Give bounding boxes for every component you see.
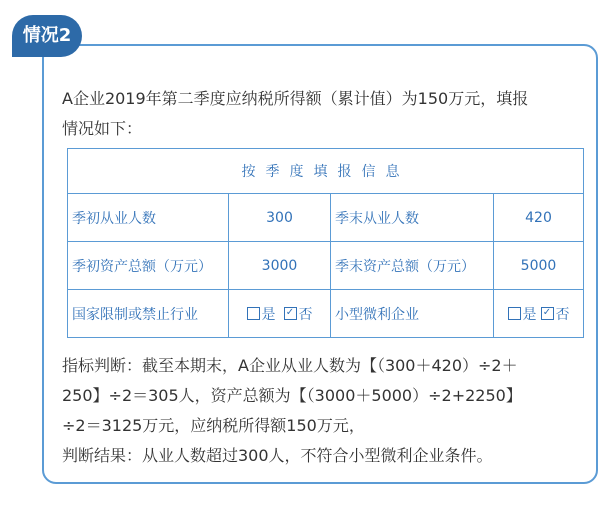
value-start-assets: 3000 (229, 242, 331, 290)
label-end-assets: 季末资产总额（万元） (331, 242, 494, 290)
judgement-line-1: 指标判断：截至本期末，A企业从业人数为【（300＋420）÷2＋ (62, 356, 518, 375)
label-start-employees: 季初从业人数 (68, 194, 229, 242)
restricted-yes-label: 是 (261, 306, 276, 323)
small-micro-options (494, 290, 584, 338)
intro-text (62, 84, 592, 144)
judgement-line-3: ÷2＝3125万元，应纳税所得额150万元， (62, 416, 365, 435)
restricted-no-checkbox[interactable]: ✓ (284, 307, 297, 320)
value-end-employees: 420 (494, 194, 584, 242)
small-micro-no-checkbox[interactable]: ✓ (541, 307, 554, 320)
table-row (68, 290, 584, 338)
restricted-yes-checkbox[interactable] (247, 307, 260, 320)
small-micro-no-label: 否 (555, 306, 570, 323)
label-end-employees: 季末从业人数 (331, 194, 494, 242)
quarterly-info-table (67, 148, 584, 338)
value-start-employees: 300 (229, 194, 331, 242)
value-end-assets: 5000 (494, 242, 584, 290)
judgement-text (62, 351, 592, 471)
small-micro-yes-label: 是 (522, 306, 537, 323)
label-start-assets: 季初资产总额（万元） (68, 242, 229, 290)
restricted-industry-options (229, 290, 331, 338)
case-badge: 情况2 (12, 15, 82, 57)
restricted-no-label: 否 (298, 306, 313, 323)
table-header: 按季度填报信息 (68, 149, 584, 194)
judgement-line-2: 250】÷2＝305人，资产总额为【（3000＋5000）÷2+2250】 (62, 386, 522, 405)
label-restricted-industry: 国家限制或禁止行业 (68, 290, 229, 338)
judgement-line-4: 判断结果：从业人数超过300人，不符合小型微利企业条件。 (62, 446, 493, 465)
label-small-micro-enterprise: 小型微利企业 (331, 290, 494, 338)
small-micro-yes-checkbox[interactable] (508, 307, 521, 320)
intro-line-1: A企业2019年第二季度应纳税所得额（累计值）为150万元，填报 (62, 89, 529, 108)
table-row (68, 194, 584, 242)
table-row (68, 242, 584, 290)
intro-line-2: 情况如下： (62, 119, 143, 138)
